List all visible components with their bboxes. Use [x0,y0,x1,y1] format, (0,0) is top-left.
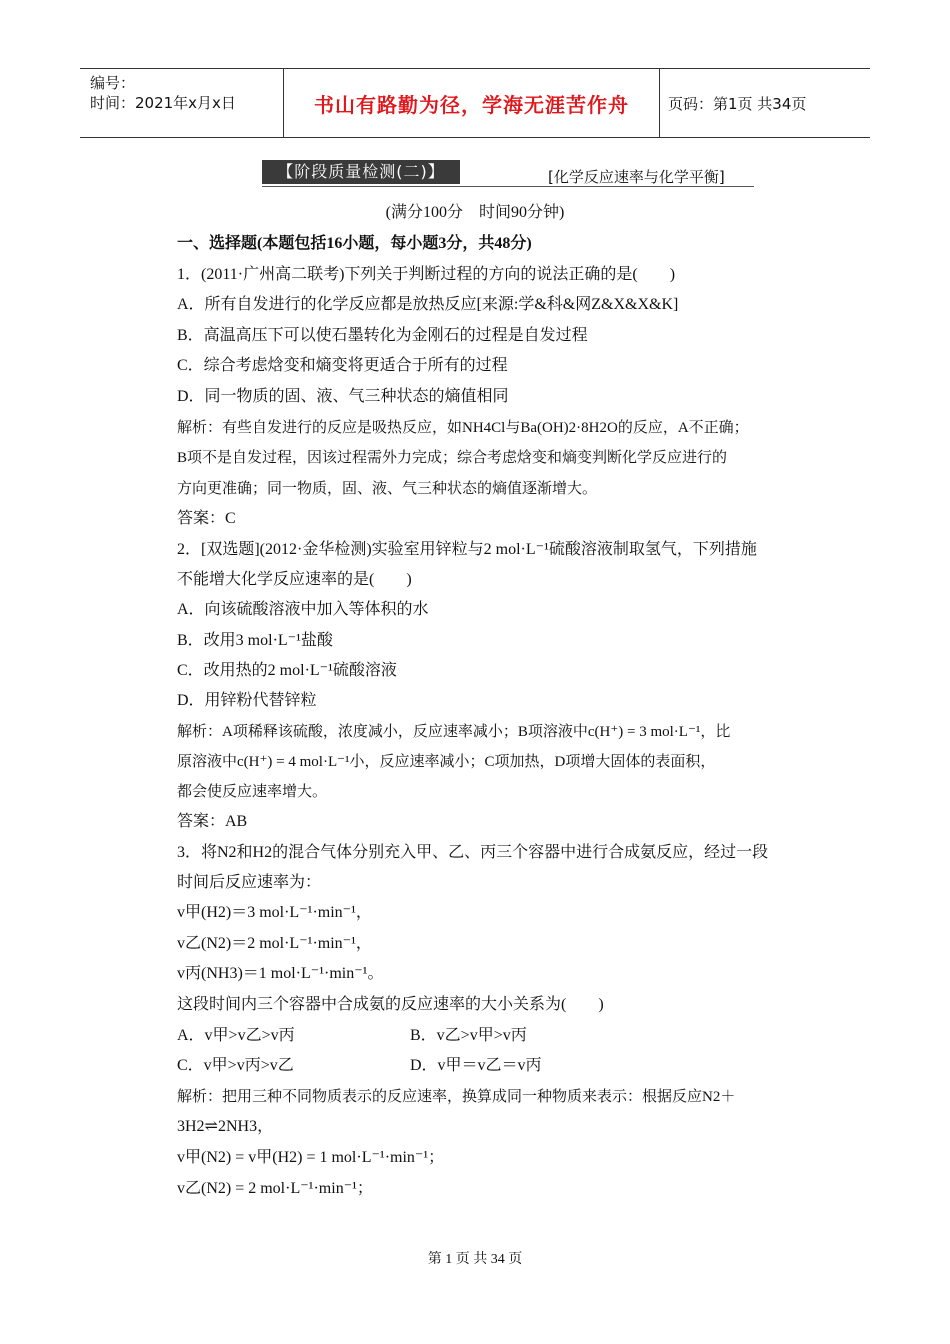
q3-analysis-equation: 3H2⇌2NH3， [177,1118,274,1135]
q1-option-c: C．综合考虑焓变和熵变将更适合于所有的过程 [177,357,508,374]
q1-answer: 答案：C [177,510,236,527]
page-header [80,68,870,138]
q2-option-a: A．向该硫酸溶液中加入等体积的水 [177,601,429,618]
exam-meta: (满分100分 时间90分钟) [385,204,565,221]
question-2: 2．[双选题](2012·金华检测)实验室用锌粒与2 mol·L⁻¹硫酸溶液制取氢气，下列措施 [177,541,757,558]
header-left [90,73,236,113]
section-banner: 【阶段质量检测(二)】 [262,160,460,184]
q3-option-a: A．v甲>v乙>v丙 [177,1027,295,1044]
motto: 书山有路勤为径，学海无涯苦作舟 [283,69,660,137]
q3-rate-bing: v丙(NH3)＝1 mol·L⁻¹·min⁻¹。 [177,965,384,982]
q1-analysis-3: 方向更准确；同一物质，固、液、气三种状态的熵值逐渐增大。 [177,481,598,497]
q3-prompt: 这段时间内三个容器中合成氨的反应速率的大小关系为( ) [177,996,604,1013]
q3-analysis-yi: v乙(N2) = 2 mol·L⁻¹·min⁻¹； [177,1180,373,1197]
page-footer: 第 1 页 共 34 页 [427,1252,523,1267]
q2-option-c: C．改用热的2 mol·L⁻¹硫酸溶液 [177,662,397,679]
q1-analysis-2: B项不是自发过程，因该过程需外力完成；综合考虑焓变和熵变判断化学反应进行的 [177,450,728,466]
question-2-cont: 不能增大化学反应速率的是( ) [177,571,412,588]
question-1: 1．(2011·广州高二联考)下列关于判断过程的方向的说法正确的是( ) [177,266,676,283]
q3-rate-yi: v乙(N2)＝2 mol·L⁻¹·min⁻¹， [177,935,372,952]
q3-analysis-1: 解析：把用三种不同物质表示的反应速率，换算成同一种物质来表示：根据反应N2＋ [177,1089,736,1105]
time-label: 时间：2021年x月x日 [90,94,236,112]
question-3-cont: 时间后反应速率为： [177,874,322,891]
number-label: 编号： [90,74,136,92]
q1-option-d: D．同一物质的固、液、气三种状态的熵值相同 [177,388,509,405]
q2-analysis-2: 原溶液中c(H⁺) = 4 mol·L⁻¹小，反应速率减小；C项加热，D项增大固体的表面积， [177,754,716,770]
q1-option-b: B．高温高压下可以使石墨转化为金刚石的过程是自发过程 [177,327,588,344]
q3-option-d: D．v甲＝v乙＝v丙 [410,1057,542,1074]
q2-option-b: B．改用3 mol·L⁻¹盐酸 [177,632,333,649]
banner-rule [262,186,754,187]
q3-option-c: C．v甲>v丙>v乙 [177,1057,294,1074]
q2-answer: 答案：AB [177,813,248,830]
section-subtopic: [化学反应速率与化学平衡] [548,168,725,186]
q2-analysis-3: 都会使反应速率增大。 [177,784,328,800]
q3-option-b: B．v乙>v甲>v丙 [410,1027,527,1044]
q2-analysis-1: 解析：A项稀释该硫酸，浓度减小，反应速率减小；B项溶液中c(H⁺) = 3 mol·L⁻¹，比 [177,724,731,740]
q2-option-d: D．用锌粉代替锌粒 [177,692,317,709]
page-info: 页码：第1页 共34页 [668,94,807,113]
q1-option-a: A．所有自发进行的化学反应都是放热反应[来源:学&科&网Z&X&X&K] [177,296,679,313]
question-3: 3．将N2和H2的混合气体分别充入甲、乙、丙三个容器中进行合成氨反应，经过一段 [177,844,769,861]
q3-rate-jia: v甲(H2)＝3 mol·L⁻¹·min⁻¹， [177,904,372,921]
q3-analysis-jia: v甲(N2) = v甲(H2) = 1 mol·L⁻¹·min⁻¹； [177,1149,445,1166]
q1-analysis-1: 解析：有些自发进行的反应是吸热反应，如NH4Cl与Ba(OH)2·8H2O的反应，A不正确； [177,420,749,436]
section-heading: 一、选择题(本题包括16小题，每小题3分，共48分) [177,235,532,252]
